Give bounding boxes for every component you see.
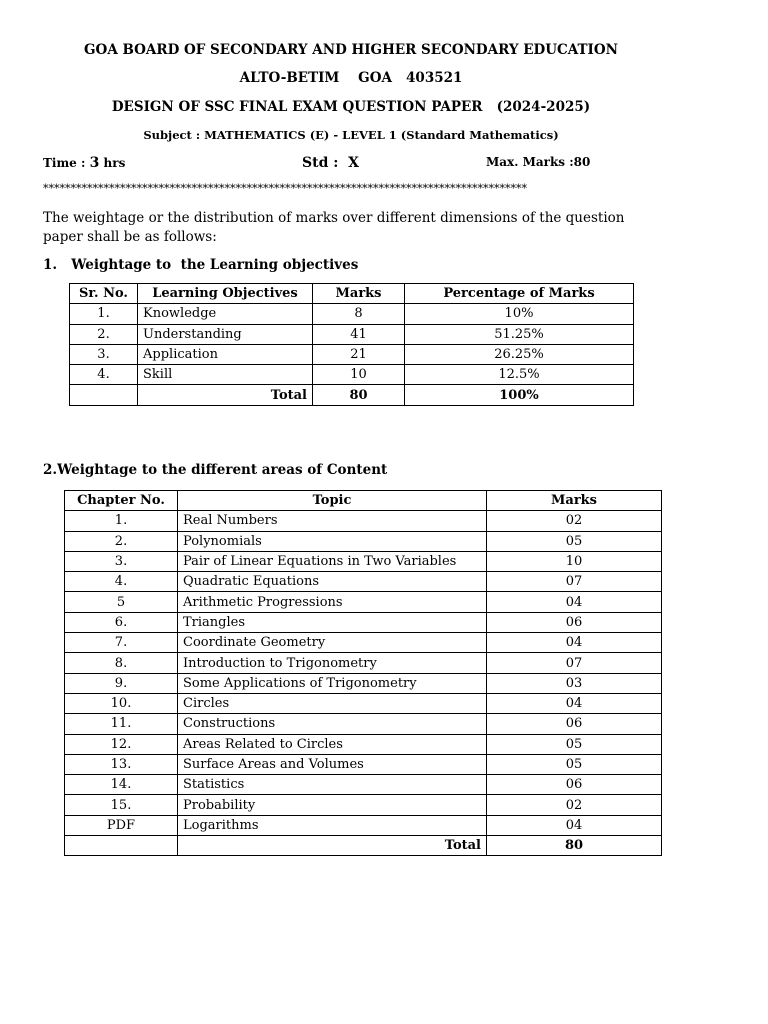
table-cell: 06 [487, 612, 662, 632]
table-row [65, 754, 662, 774]
table-total-row [70, 385, 634, 405]
table-cell: 6. [65, 612, 178, 632]
section2-title: 2.Weightage to the different areas of Content [43, 462, 388, 478]
learning-objectives-table [69, 283, 634, 406]
table-row [65, 734, 662, 754]
table-cell: 3. [70, 344, 138, 364]
std-value: X [348, 155, 360, 171]
table-cell: 5 [65, 592, 178, 612]
table-cell: Coordinate Geometry [178, 633, 487, 653]
table-row [70, 324, 634, 344]
table-cell: 13. [65, 754, 178, 774]
total-marks: 80 [313, 385, 405, 405]
table-cell: 02 [487, 511, 662, 531]
table-cell: Arithmetic Progressions [178, 592, 487, 612]
table-cell: 10% [405, 304, 634, 324]
table-cell: 2. [70, 324, 138, 344]
header-cell: Sr. No. [70, 284, 138, 304]
board-address: ALTO-BETIM GOA 403521 [239, 70, 463, 86]
time-label: Time : [43, 156, 90, 170]
table-total-row [65, 836, 662, 856]
table-row [65, 572, 662, 592]
table-cell: 05 [487, 734, 662, 754]
table-cell: Statistics [178, 775, 487, 795]
table-cell: Probability [178, 795, 487, 815]
table-cell: 14. [65, 775, 178, 795]
table-cell: PDF [65, 815, 178, 835]
table-row [65, 673, 662, 693]
total-label: Total [178, 836, 487, 856]
table-cell: 04 [487, 815, 662, 835]
header-cell: Marks [487, 491, 662, 511]
table-cell: 4. [65, 572, 178, 592]
header-cell: Learning Objectives [138, 284, 313, 304]
table-cell: 51.25% [405, 324, 634, 344]
table-cell: 21 [313, 344, 405, 364]
header-cell: Chapter No. [65, 491, 178, 511]
table-cell: 03 [487, 673, 662, 693]
table-cell: 05 [487, 531, 662, 551]
table-row [65, 551, 662, 571]
board-title: GOA BOARD OF SECONDARY AND HIGHER SECONDARY EDUCATION [84, 42, 618, 58]
paper-design-title: DESIGN OF SSC FINAL EXAM QUESTION PAPER (2024-2025) [111, 99, 591, 115]
table-row [65, 531, 662, 551]
max-marks: Max. Marks :80 [486, 155, 591, 169]
std-info [302, 155, 359, 171]
table-row [65, 795, 662, 815]
table-cell: 02 [487, 795, 662, 815]
table-cell: 4. [70, 365, 138, 385]
table-cell: 12. [65, 734, 178, 754]
table-cell: 12.5% [405, 365, 634, 385]
table-cell: 7. [65, 633, 178, 653]
table-cell: Real Numbers [178, 511, 487, 531]
table-row [65, 815, 662, 835]
separator-line: **************************************************************************************** [43, 182, 527, 195]
table-cell: 06 [487, 775, 662, 795]
table-cell: 04 [487, 592, 662, 612]
table-row [70, 344, 634, 364]
table-cell: 1. [65, 511, 178, 531]
total-label: Total [138, 385, 313, 405]
intro-paragraph: The weightage or the distribution of marks over different dimensions of the question paper shall be as follows: [43, 210, 625, 245]
table-cell: 06 [487, 714, 662, 734]
table-cell: Skill [138, 365, 313, 385]
header-cell: Topic [178, 491, 487, 511]
table-cell: 26.25% [405, 344, 634, 364]
table-cell: 3. [65, 551, 178, 571]
table-cell: Triangles [178, 612, 487, 632]
time-value: 3 [89, 155, 100, 171]
table-row [65, 633, 662, 653]
content-areas-table [64, 490, 662, 856]
table-cell: Constructions [178, 714, 487, 734]
table-cell: Knowledge [138, 304, 313, 324]
table-cell: Surface Areas and Volumes [178, 754, 487, 774]
table-cell: Pair of Linear Equations in Two Variables [178, 551, 487, 571]
table-row [65, 653, 662, 673]
total-percent: 100% [405, 385, 634, 405]
table-cell: 9. [65, 673, 178, 693]
table-row [65, 511, 662, 531]
header-cell: Percentage of Marks [405, 284, 634, 304]
table-cell: Areas Related to Circles [178, 734, 487, 754]
table-cell: 2. [65, 531, 178, 551]
table-cell: 07 [487, 572, 662, 592]
table-cell: Application [138, 344, 313, 364]
table-cell: 10 [487, 551, 662, 571]
section1-title: 1. Weightage to the Learning objectives [43, 257, 359, 273]
table-cell: Polynomials [178, 531, 487, 551]
empty-cell [70, 385, 138, 405]
table-row [65, 612, 662, 632]
table-cell: 05 [487, 754, 662, 774]
total-marks: 80 [487, 836, 662, 856]
time-unit: hrs [99, 156, 126, 170]
table-cell: 8 [313, 304, 405, 324]
std-label: Std : [302, 155, 349, 171]
table-row [70, 304, 634, 324]
table-cell: Some Applications of Trigonometry [178, 673, 487, 693]
header-cell: Marks [313, 284, 405, 304]
time-info [43, 155, 125, 171]
table-cell: Circles [178, 693, 487, 713]
table-cell: 41 [313, 324, 405, 344]
table-header-row [65, 491, 662, 511]
table-cell: Introduction to Trigonometry [178, 653, 487, 673]
table-cell: Understanding [138, 324, 313, 344]
table-cell: 04 [487, 693, 662, 713]
table-cell: 8. [65, 653, 178, 673]
table-row [65, 714, 662, 734]
table-cell: 10. [65, 693, 178, 713]
table-row [70, 365, 634, 385]
table-row [65, 775, 662, 795]
table-cell: Quadratic Equations [178, 572, 487, 592]
empty-cell [65, 836, 178, 856]
table-cell: Logarithms [178, 815, 487, 835]
table-row [65, 592, 662, 612]
table-cell: 11. [65, 714, 178, 734]
table-header-row [70, 284, 634, 304]
table-cell: 10 [313, 365, 405, 385]
table-cell: 1. [70, 304, 138, 324]
table-cell: 04 [487, 633, 662, 653]
table-row [65, 693, 662, 713]
subject-line: Subject : MATHEMATICS (E) - LEVEL 1 (Standard Mathematics) [143, 128, 559, 142]
table-cell: 07 [487, 653, 662, 673]
table-cell: 15. [65, 795, 178, 815]
